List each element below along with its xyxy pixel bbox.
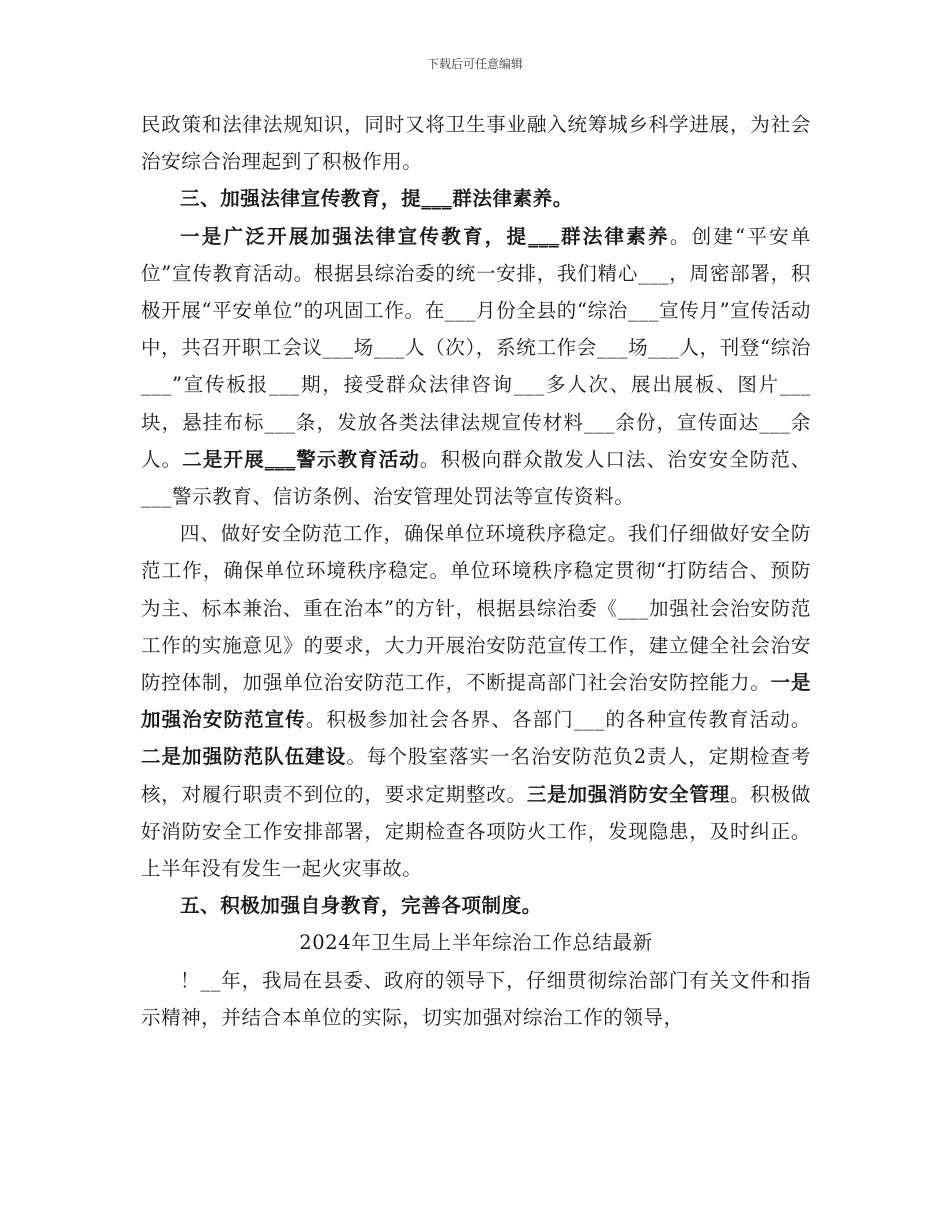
blank: ___ xyxy=(264,447,296,471)
bold-lead: 一是广泛开展加强法律宣传教育，提 xyxy=(180,224,529,248)
paragraph-intro: ！__年，我局在县委、政府的领导下，仔细贯彻综治部门有关文件和指示精神，并结合本单位的实际，切实加强对综治工作的领导， xyxy=(141,968,811,1029)
heading-text: 三、加强法律宣传教育，提 xyxy=(180,187,422,211)
page-header: 下载后可任意编辑 xyxy=(426,57,523,71)
section-heading-3 xyxy=(141,180,811,217)
bold-lead: 警示教育活动 xyxy=(295,447,420,471)
bold-lead: 三是加强消防安全管理 xyxy=(526,782,730,806)
blank: ___ xyxy=(528,224,560,248)
paragraph-text: 。积极做好消防安全工作安排部署，定期检查各项防火工作，发现隐患，及时纠正。上半年没有发生一起火灾事故。 xyxy=(141,782,811,881)
bold-lead: 一是加强治安防范宣传 xyxy=(141,671,812,732)
bold-lead: 群法律素养 xyxy=(559,224,670,248)
paragraph-text: 。积极参加社会各界、各部门___的各种宣传教育活动。 xyxy=(305,708,811,732)
section-heading-5: 五、积极加强自身教育，完善各项制度。 xyxy=(180,894,542,918)
paragraph-legal-education xyxy=(141,218,811,516)
document-title: 2024年卫生局上半年综治工作总结最新 xyxy=(299,931,653,955)
document-body xyxy=(141,106,811,1036)
paragraph-safety xyxy=(141,515,811,887)
bold-lead: 二是开展 xyxy=(182,447,265,471)
heading-text: 群法律素养。 xyxy=(452,187,573,211)
paragraph-continuation: 民政策和法律法规知识，同时又将卫生事业融入统筹城乡科学进展，为社会治安综合治理起到了积极作用。 xyxy=(141,113,811,174)
blank: ___ xyxy=(421,187,453,211)
paragraph-text: 。每个股室落实一名治安防范负2责人，定期检查考核，对履行职责不到位的，要求定期整改。 xyxy=(141,745,811,806)
bold-lead: 二是加强防范队伍建设 xyxy=(141,745,347,769)
paragraph-text: 四、做好安全防范工作，确保单位环境秩序稳定。我们仔细做好安全防范工作，确保单位环境秩序稳定。单位环境秩序稳定贯彻“打防结合、预防为主、标本兼治、重在治本”的方针，根据县综治委《___加强社会治安防范工作的实施意见》的要求，大力开展治安防范宣传工作，建立健全社会治安防控体制，加强单位治安防范工作，不断提高部门社会治安防控能力。 xyxy=(141,522,811,695)
paragraph-text: 。积极向群众散发人口法、治安安全防范、___警示教育、信访条例、治安管理处罚法等宣传资料。 xyxy=(141,447,812,509)
paragraph-text: 。创建“平安单位”宣传教育活动。根据县综治委的统一安排，我们精心___，周密部署，积极开展“平安单位”的巩固工作。在___月份全县的“综治___宣传月”宣传活动中，共召开职工会议___场___人（次），系统工作会___场___人，刊登“综治___”宣传板报___期，接受群众法律咨询___多人次、展出展板、图片___块，悬挂布标___条，发放各类法律法规宣传材料___余份，宣传面达___余人。 xyxy=(141,224,811,471)
